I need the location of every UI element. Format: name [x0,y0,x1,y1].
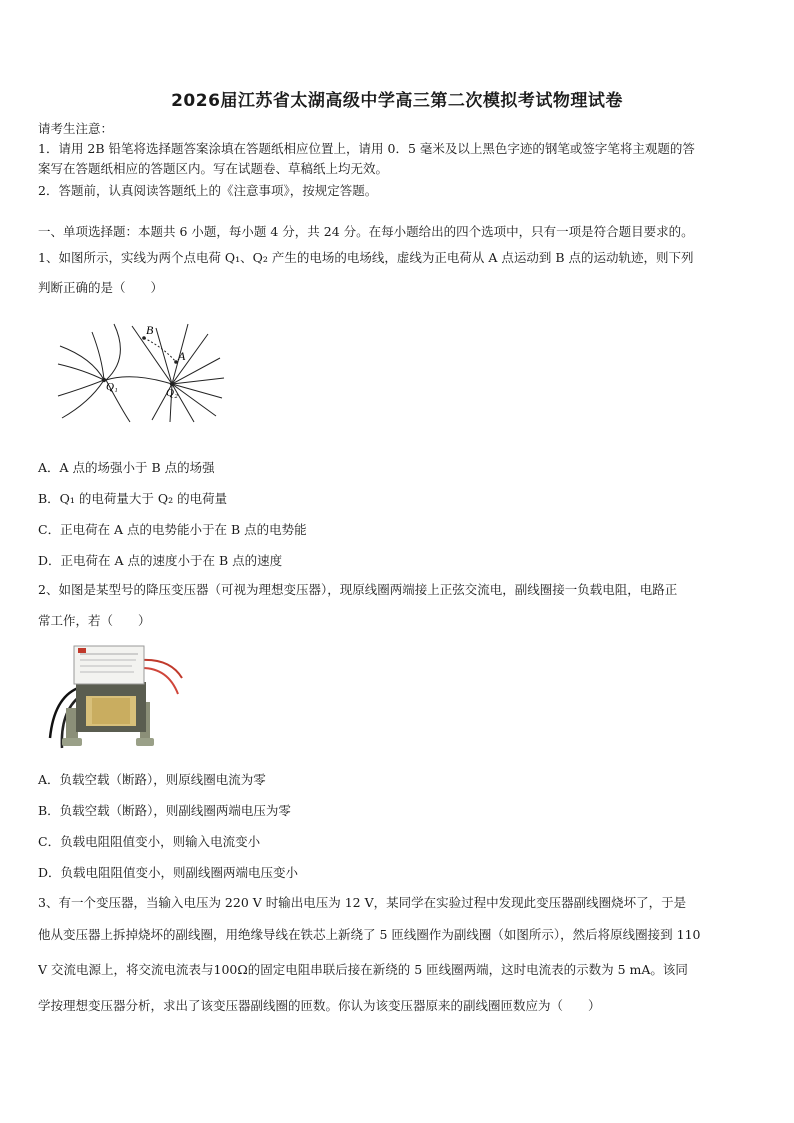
q1-stem-line-2: 判断正确的是（ ） [38,280,164,295]
notice-item-1-line-2: 案写在答题纸相应的答题区内。写在试题卷、草稿纸上均无效。 [38,161,389,176]
q3-stem-line-3: V 交流电源上，将交流电流表与100Ω的固定电阻串联后接在新绕的 5 匝线圈两端，这时电流表的示数为 5 mA。该同 [38,962,688,977]
notice-heading: 请考生注意： [38,121,114,136]
label-b: B [146,323,154,337]
q1-stem-line-1: 1、如图所示，实线为两个点电荷 Q₁、Q₂ 产生的电场的电场线，虚线为正电荷从 A 点运动到 B 点的运动轨迹，则下列 [38,250,694,265]
q1-option-d: D．正电荷在 A 点的速度小于在 B 点的速度 [38,553,283,568]
q1-option-a: A．A 点的场强小于 B 点的场强 [38,460,215,475]
q1-option-c: C．正电荷在 A 点的电势能小于在 B 点的电势能 [38,522,307,537]
notice-item-1-line-1: 1．请用 2B 铅笔将选择题答案涂填在答题纸相应位置上，请用 0．5 毫米及以上黑色字迹的钢笔或签字笔将主观题的答 [38,141,695,156]
q3-stem-line-4: 学按理想变压器分析，求出了该变压器副线圈的匝数。你认为该变压器原来的副线圈匝数应为（ ） [38,998,601,1013]
q1-field-line-figure [52,318,227,423]
label-q1: Q₁ [106,381,118,393]
section-1-heading: 一、单项选择题：本题共 6 小题，每小题 4 分，共 24 分。在每小题给出的四个选项中，只有一项是符合题目要求的。 [38,224,694,239]
q2-option-c: C．负载电阻阻值变小，则输入电流变小 [38,834,261,849]
q2-option-d: D．负载电阻阻值变小，则副线圈两端电压变小 [38,865,299,880]
q2-transformer-image [40,638,190,756]
q1-option-b: B．Q₁ 的电荷量大于 Q₂ 的电荷量 [38,491,228,506]
page-title: 2026届江苏省太湖高级中学高三第二次模拟考试物理试卷 [171,91,623,111]
q2-stem-line-1: 2、如图是某型号的降压变压器（可视为理想变压器），现原线圈两端接上正弦交流电，副线圈接一负载电阻，电路正 [38,582,678,597]
label-q2: Q₂ [166,387,178,399]
q2-option-b: B．负载空载（断路），则副线圈两端电压为零 [38,803,291,818]
notice-item-2: 2．答题前，认真阅读答题纸上的《注意事项》，按规定答题。 [38,183,378,198]
q2-option-a: A．负载空载（断路），则原线圈电流为零 [38,772,266,787]
label-a: A [178,349,186,363]
q3-stem-line-1: 3、有一个变压器，当输入电压为 220 V 时输出电压为 12 V，某同学在实验过程中发现此变压器副线圈烧坏了，于是 [38,895,687,910]
q2-stem-line-2: 常工作，若（ ） [38,613,151,628]
q3-stem-line-2: 他从变压器上拆掉烧坏的副线圈，用绝缘导线在铁芯上新绕了 5 匝线圈作为副线圈（如图所示），然后将原线圈接到 110 [38,927,701,942]
